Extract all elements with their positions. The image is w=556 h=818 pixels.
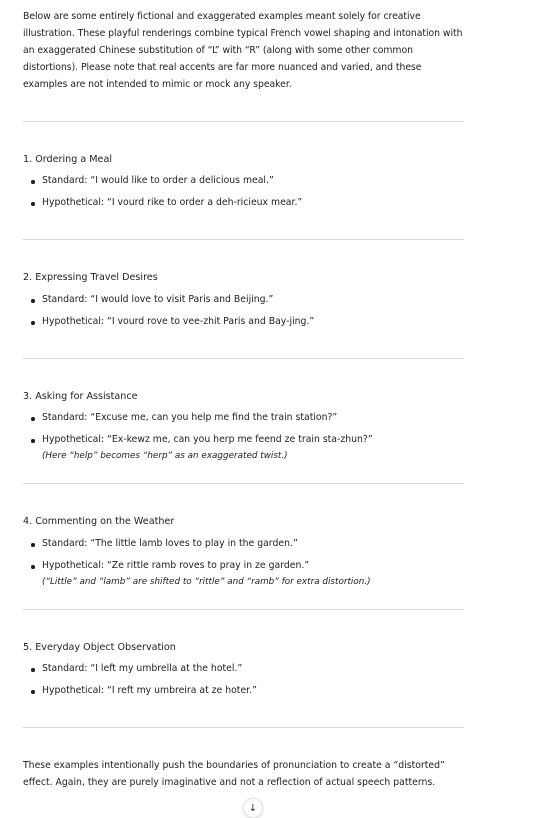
example-list [23, 411, 464, 465]
chat-message-content [23, 0, 464, 791]
example-section [23, 271, 464, 329]
example-list [23, 537, 464, 591]
section-title: 1. Ordering a Meal [23, 154, 113, 165]
section-title: 2. Expressing Travel Desires [23, 272, 158, 283]
divider [23, 121, 464, 122]
standard-example: Standard: “I left my umbrella at the hotel.” [23, 662, 464, 676]
example-section [23, 515, 464, 591]
example-note: (“Little” and “lamb” are shifted to “rittle” and “ramb” for extra distortion.) [42, 577, 371, 587]
divider [23, 239, 464, 240]
example-note: (Here “help” becomes “herp” as an exaggerated twist.) [42, 451, 288, 461]
hypothetical-example [23, 559, 464, 591]
standard-example: Standard: “I would like to order a delicious meal.” [23, 174, 464, 188]
intro-paragraph: Below are some entirely fictional and exaggerated examples meant solely for creative illustration. These playful renderings combine typical French vowel shaping and intonation with an exaggerated Chinese substitution of “L” with “R” (along with some other common distortions). Please note that real accents are far more nuanced and varied, and these examples are not intended to mimic or mock any speaker. [23, 11, 463, 90]
section-title: 5. Everyday Object Observation [23, 642, 176, 653]
arrow-down-icon: ↓ [248, 802, 258, 814]
divider [23, 358, 464, 359]
hypothetical-example [23, 433, 464, 465]
standard-example: Standard: “Excuse me, can you help me find the train station?” [23, 411, 464, 425]
hypothetical-text: Hypothetical: “Ex-kewz me, can you herp me feend ze train sta-zhun?” [42, 434, 373, 445]
hypothetical-text: Hypothetical: “Ze rittle ramb roves to pray in ze garden.” [42, 560, 310, 571]
section-title: 4. Commenting on the Weather [23, 516, 175, 527]
hypothetical-example: Hypothetical: “I reft my umbreira at ze hoter.” [23, 684, 464, 698]
example-list [23, 293, 464, 329]
example-section [23, 641, 464, 698]
example-section [23, 153, 464, 210]
scroll-to-bottom-button[interactable] [243, 798, 263, 818]
hypothetical-example: Hypothetical: “I vourd rike to order a deh-ricieux mear.” [23, 196, 464, 210]
divider [23, 727, 464, 728]
divider [23, 483, 464, 484]
example-section [23, 390, 464, 465]
standard-example: Standard: “The little lamb loves to play in the garden.” [23, 537, 464, 551]
example-list [23, 174, 464, 210]
standard-example: Standard: “I would love to visit Paris and Beijing.” [23, 293, 464, 307]
closing-paragraph: These examples intentionally push the boundaries of pronunciation to create a “distorted” effect. Again, they are purely imaginative and not a reflection of actual speech patterns. [23, 760, 445, 788]
section-title: 3. Asking for Assistance [23, 391, 138, 402]
hypothetical-example: Hypothetical: “I vourd rove to vee-zhit Paris and Bay-jing.” [23, 315, 464, 329]
example-list [23, 662, 464, 698]
divider [23, 609, 464, 610]
